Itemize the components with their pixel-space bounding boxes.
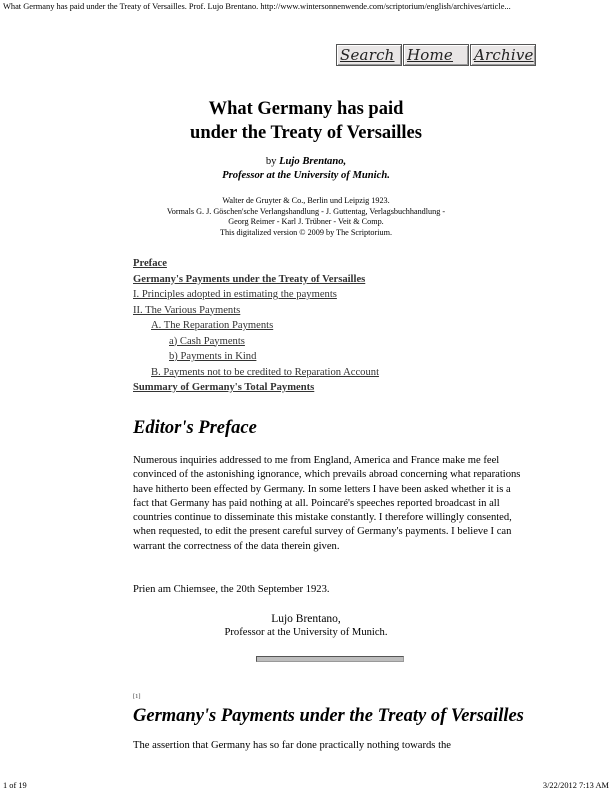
nav-bar bbox=[336, 44, 536, 66]
publication-line: This digitalized version © 2009 by The Scriptorium. bbox=[219, 227, 393, 237]
author-position: Professor at the University of Munich. bbox=[222, 170, 390, 181]
toc-link-cash-payments[interactable]: a) Cash Payments bbox=[169, 335, 245, 347]
publication-line: Georg Reimer - Karl J. Trübner - Veit & Comp. bbox=[228, 217, 384, 226]
title-line-2: under the Treaty of Versailles bbox=[190, 123, 422, 143]
signature bbox=[0, 612, 612, 640]
search-button[interactable]: Search bbox=[336, 44, 402, 66]
archive-button[interactable]: Archive bbox=[470, 44, 536, 66]
page-title bbox=[0, 97, 612, 145]
horizontal-divider bbox=[256, 656, 404, 662]
table-of-contents bbox=[133, 256, 379, 396]
section-heading: Germany's Payments under the Treaty of Versailles bbox=[133, 706, 524, 726]
toc-link-not-credited[interactable]: B. Payments not to be credited to Reparation Account bbox=[151, 366, 380, 378]
publication-line: Walter de Gruyter & Co., Berlin und Leipzig 1923. bbox=[222, 196, 390, 205]
title-line-1: What Germany has paid bbox=[208, 99, 404, 119]
home-button[interactable]: Home bbox=[403, 44, 469, 66]
toc-link-summary[interactable]: Summary of Germany's Total Payments bbox=[133, 382, 315, 393]
toc-link-payments-in-kind[interactable]: b) Payments in Kind bbox=[169, 351, 257, 362]
print-header: What Germany has paid under the Treaty of Versailles. Prof. Lujo Brentano. http://www.wintersonnenwende.com/scriptorium/english/archives/article... bbox=[3, 2, 511, 11]
print-datetime: 3/22/2012 7:13 AM bbox=[542, 781, 609, 790]
publication-line: Vormals G. J. Göschen'sche Verlangshandlung - J. Guttentag, Verlagsbuchhandlung - bbox=[166, 206, 446, 216]
section-first-line: The assertion that Germany has so far done practically nothing towards the bbox=[133, 740, 452, 751]
page-count: 1 of 19 bbox=[3, 781, 27, 790]
signature-title: Professor at the University of Munich. bbox=[224, 627, 388, 638]
toc-link-principles[interactable]: I. Principles adopted in estimating the payments bbox=[133, 289, 337, 300]
preface-place-date: Prien am Chiemsee, the 20th September 1923. bbox=[133, 584, 330, 595]
toc-link-preface[interactable]: Preface bbox=[133, 258, 167, 269]
preface-heading: Editor's Preface bbox=[133, 418, 257, 438]
byline-prefix: by bbox=[265, 156, 280, 167]
toc-link-reparation-payments[interactable]: A. The Reparation Payments bbox=[151, 320, 274, 331]
byline bbox=[0, 155, 612, 183]
publication-info bbox=[0, 196, 612, 238]
print-footer bbox=[0, 780, 612, 791]
toc-link-payments[interactable]: Germany's Payments under the Treaty of Versailles bbox=[133, 273, 366, 285]
toc-link-various-payments[interactable]: II. The Various Payments bbox=[133, 304, 241, 316]
signature-name: Lujo Brentano, bbox=[271, 613, 341, 625]
preface-body: Numerous inquiries addressed to me from England, America and France make me feel convinced of the astonishing ignorance, which prevails abroad concerning what reparations have hitherto been effected by Germany. In some letters I have been asked whether it is a fact that Germany has paid nothing at all. Poincaré's speeches reported broadcast in all countries continue to disseminate this mistake constantly. I therefore willingly consented, when requested, to edit the present careful survey of Germany's payments. I believe I can warrant the correctness of the data therein given. bbox=[133, 455, 521, 552]
footnote-ref[interactable]: [1] bbox=[133, 693, 141, 700]
author-name: Lujo Brentano, bbox=[279, 156, 347, 167]
